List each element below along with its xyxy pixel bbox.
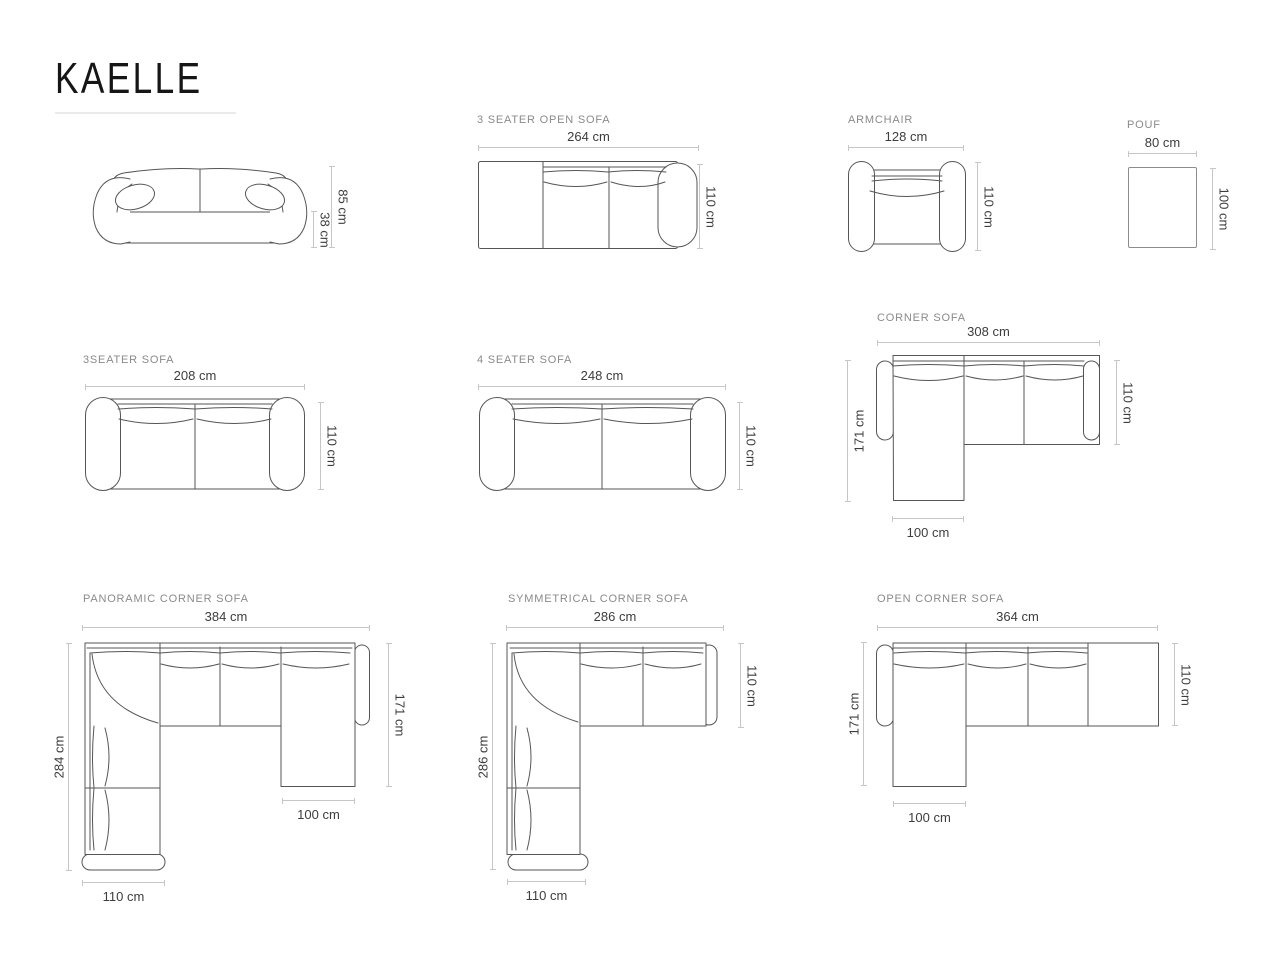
dim-seater3-depth: 110 cm <box>320 402 321 490</box>
dim-armchair-width: 128 cm <box>848 147 964 148</box>
dim-pouf-width: 80 cm <box>1128 153 1197 154</box>
dim-front-seat-height: 38 cm <box>313 211 314 248</box>
armchair-drawing <box>848 161 966 252</box>
dim-corner-depth: 110 cm <box>1116 360 1117 445</box>
seater3-drawing <box>85 397 305 491</box>
section-label-open-corner: OPEN CORNER SOFA <box>877 593 1005 605</box>
dim-corner-width: 308 cm <box>877 342 1100 343</box>
dim-symmetrical-left-length: 286 cm <box>492 643 493 870</box>
section-label-open-3-seater: 3 SEATER OPEN SOFA <box>477 114 611 126</box>
dim-seater3-width: 208 cm <box>85 386 305 387</box>
dim-panoramic-left-chaise-width: 110 cm <box>82 882 165 883</box>
panoramic-corner-sofa-drawing <box>78 640 374 874</box>
dim-corner-chaise-length: 171 cm <box>847 360 848 502</box>
dim-symmetrical-width: 286 cm <box>506 627 724 628</box>
dim-open-corner-depth: 110 cm <box>1174 643 1175 726</box>
dim-symmetrical-depth: 110 cm <box>740 643 741 728</box>
dim-open-3-seater-depth: 110 cm <box>699 164 700 249</box>
section-label-symmetrical: SYMMETRICAL CORNER SOFA <box>508 593 689 605</box>
sofa-front-view-drawing <box>88 160 312 248</box>
section-label-armchair: ARMCHAIR <box>848 114 914 126</box>
dim-open-3-seater-width: 264 cm <box>478 147 699 148</box>
open-corner-sofa-drawing <box>870 640 1162 790</box>
dim-corner-chaise-width: 100 cm <box>892 518 964 519</box>
corner-sofa-drawing <box>873 355 1106 505</box>
section-label-corner: CORNER SOFA <box>877 312 966 324</box>
dim-panoramic-right-chaise-width: 100 cm <box>282 800 355 801</box>
pouf-drawing <box>1128 167 1197 248</box>
dim-open-corner-chaise-width: 100 cm <box>893 803 966 804</box>
section-label-pouf: POUF <box>1127 119 1161 131</box>
section-label-seater3: 3SEATER SOFA <box>83 354 175 366</box>
dim-armchair-depth: 110 cm <box>977 162 978 251</box>
dim-panoramic-right-length: 171 cm <box>388 643 389 787</box>
dim-panoramic-left-length: 284 cm <box>68 643 69 871</box>
symmetrical-corner-sofa-drawing <box>503 640 729 874</box>
dim-seater4-depth: 110 cm <box>739 402 740 490</box>
section-label-panoramic: PANORAMIC CORNER SOFA <box>83 593 249 605</box>
section-label-seater4: 4 SEATER SOFA <box>477 354 573 366</box>
dim-pouf-depth: 100 cm <box>1212 168 1213 250</box>
title-divider <box>55 112 236 114</box>
page-title: KAELLE <box>55 54 203 103</box>
dim-front-height: 85 cm <box>331 166 332 248</box>
dim-symmetrical-left-chaise-width: 110 cm <box>507 881 586 882</box>
open-3-seater-drawing <box>478 161 700 249</box>
dim-open-corner-left-length: 171 cm <box>863 642 864 786</box>
dim-seater4-width: 248 cm <box>478 386 726 387</box>
seater4-drawing <box>479 397 726 491</box>
dim-open-corner-width: 364 cm <box>877 627 1158 628</box>
dim-panoramic-width: 384 cm <box>82 627 370 628</box>
